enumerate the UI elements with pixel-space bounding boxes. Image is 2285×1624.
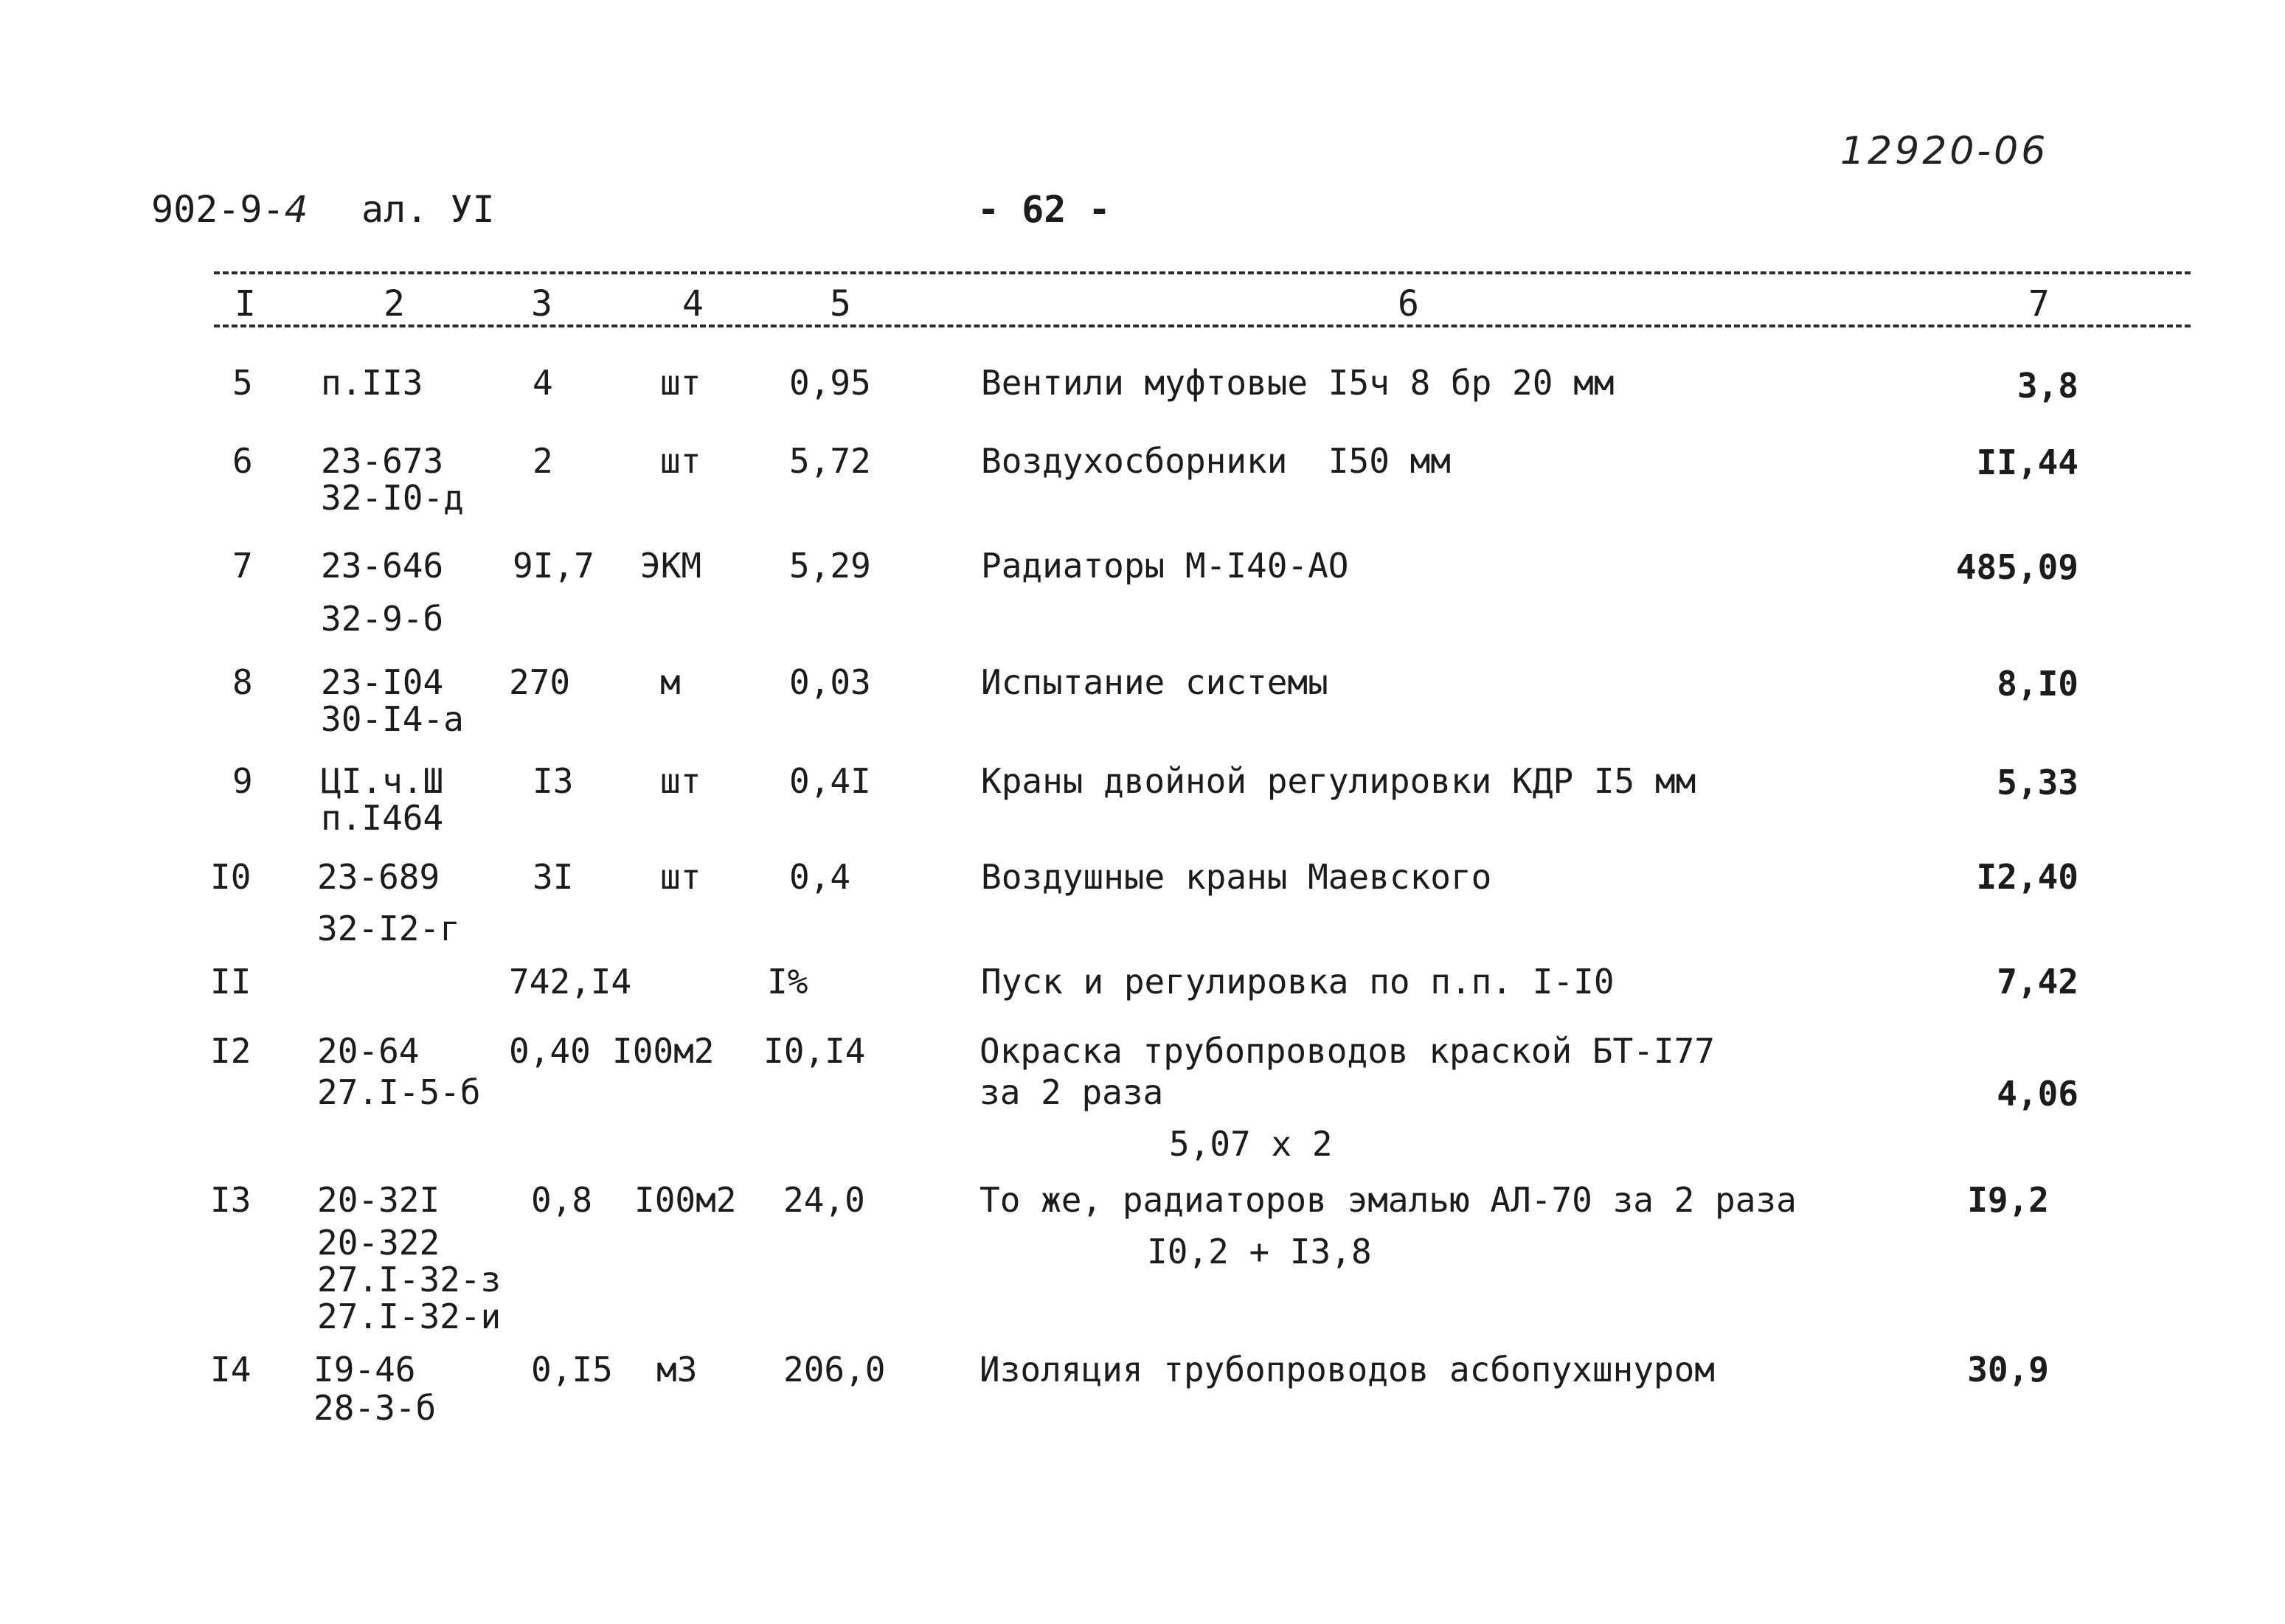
unit-price: 5,29 xyxy=(789,546,871,586)
description-line-2: за 2 раза xyxy=(979,1072,1164,1112)
norm-code: 32-9-б xyxy=(321,599,444,639)
column-number-1: I xyxy=(235,283,256,325)
handwritten-stamp: 12920-06 xyxy=(1840,129,2049,173)
norm-code: п.II3 xyxy=(321,363,423,403)
quantity: 2 xyxy=(533,441,553,481)
row-number: I2 xyxy=(210,1031,252,1071)
description: Окраска трубопроводов краской БТ-I77 xyxy=(979,1031,1715,1071)
description: То же, радиаторов эмалью АЛ-70 за 2 раза xyxy=(979,1180,1797,1220)
column-number-4: 4 xyxy=(682,283,704,325)
norm-code: 28-3-б xyxy=(313,1388,437,1428)
unit: м xyxy=(660,662,681,702)
norm-code: 23-673 xyxy=(321,441,444,481)
unit-price: 206,0 xyxy=(783,1350,886,1389)
quantity: 270 xyxy=(509,662,571,702)
unit: ЭКМ xyxy=(640,546,702,586)
norm-code: 23-689 xyxy=(317,857,440,897)
norm-code: 20-64 xyxy=(317,1031,420,1071)
row-number: 9 xyxy=(232,761,253,801)
unit: шт xyxy=(660,363,701,403)
description: Изоляция трубопроводов асбопухшнуром xyxy=(979,1350,1715,1389)
row-number: I3 xyxy=(210,1180,252,1220)
calculation-formula: I0,2 + I3,8 xyxy=(1147,1232,1372,1271)
unit-price: 0,03 xyxy=(789,662,871,702)
norm-code: I9-46 xyxy=(313,1350,416,1389)
unit: шт xyxy=(660,857,701,897)
norm-code: 32-I2-г xyxy=(317,909,460,948)
norm-code: 32-I0-д xyxy=(321,478,464,518)
description: Воздушные краны Маевского xyxy=(981,857,1492,897)
quantity: 0,40 xyxy=(509,1031,591,1071)
description: Вентили муфтовые I5ч 8 бр 20 мм xyxy=(981,363,1615,403)
total: 7,42 xyxy=(1997,962,2078,1002)
total: I9,2 xyxy=(1967,1180,2049,1220)
quantity: 3I xyxy=(533,857,574,897)
total: 30,9 xyxy=(1967,1350,2049,1389)
quantity: I3 xyxy=(533,761,574,801)
norm-code: 20-32I xyxy=(317,1180,440,1220)
row-number: 5 xyxy=(232,363,253,403)
description: Краны двойной регулировки КДР I5 мм xyxy=(981,761,1696,801)
norm-code: 27.I-32-з xyxy=(317,1260,502,1299)
row-number: I4 xyxy=(210,1350,252,1389)
total: 5,33 xyxy=(1997,763,2078,802)
description: Пуск и регулировка по п.п. I-I0 xyxy=(981,962,1615,1002)
unit: I00м2 xyxy=(634,1180,737,1220)
norm-code: 30-I4-а xyxy=(321,699,464,739)
column-number-2: 2 xyxy=(384,283,405,325)
header-rule-bottom xyxy=(214,325,2191,327)
description: Испытание системы xyxy=(981,662,1328,702)
column-number-6: 6 xyxy=(1398,283,1419,325)
unit-price: 0,95 xyxy=(789,363,871,403)
quantity: 742,I4 xyxy=(509,962,632,1002)
quantity: 0,8 xyxy=(531,1180,593,1220)
document-code-handwritten: 4 xyxy=(284,188,311,231)
page-number: - 62 - xyxy=(977,188,1111,231)
unit-price: 0,4I xyxy=(789,761,871,801)
norm-code: 27.I-32-и xyxy=(317,1297,502,1336)
norm-code: 23-I04 xyxy=(321,662,444,702)
row-number: 6 xyxy=(232,441,253,481)
row-number: 8 xyxy=(232,662,253,702)
total: I2,40 xyxy=(1976,857,2078,897)
calculation-formula: 5,07 х 2 xyxy=(1169,1124,1333,1164)
unit-price: I0,I4 xyxy=(763,1031,866,1071)
row-number: I0 xyxy=(210,857,252,897)
total: II,44 xyxy=(1976,443,2078,482)
total: 4,06 xyxy=(1997,1074,2078,1114)
document-code-printed: 902-9- xyxy=(151,188,285,231)
unit: м3 xyxy=(656,1350,698,1389)
album-label: ал. УI xyxy=(361,188,495,231)
column-number-5: 5 xyxy=(830,283,851,325)
norm-code: ЦI.ч.Ш xyxy=(321,761,444,801)
unit-price: 0,4 xyxy=(789,857,851,897)
description: Воздухосборники I50 мм xyxy=(981,441,1451,481)
total: 8,I0 xyxy=(1997,664,2078,704)
total: 3,8 xyxy=(2017,366,2078,406)
norm-code: 20-322 xyxy=(317,1223,440,1263)
total: 485,09 xyxy=(1955,547,2078,587)
header-rule-top xyxy=(214,271,2191,274)
unit: шт xyxy=(660,441,701,481)
unit-price: 5,72 xyxy=(789,441,871,481)
norm-code: 23-646 xyxy=(321,546,444,586)
row-number: II xyxy=(210,962,252,1002)
unit-price: 24,0 xyxy=(783,1180,865,1220)
column-number-7: 7 xyxy=(2028,283,2050,325)
quantity: 9I,7 xyxy=(513,546,594,586)
unit: шт xyxy=(660,761,701,801)
document-code xyxy=(151,188,311,231)
description: Радиаторы М-I40-АО xyxy=(981,546,1349,586)
row-number: 7 xyxy=(232,546,253,586)
unit: I00м2 xyxy=(612,1031,715,1071)
norm-code: п.I464 xyxy=(321,798,444,838)
quantity: 4 xyxy=(533,363,553,403)
column-number-3: 3 xyxy=(531,283,552,325)
unit: I% xyxy=(767,962,808,1002)
quantity: 0,I5 xyxy=(531,1350,613,1389)
norm-code: 27.I-5-б xyxy=(317,1072,481,1112)
